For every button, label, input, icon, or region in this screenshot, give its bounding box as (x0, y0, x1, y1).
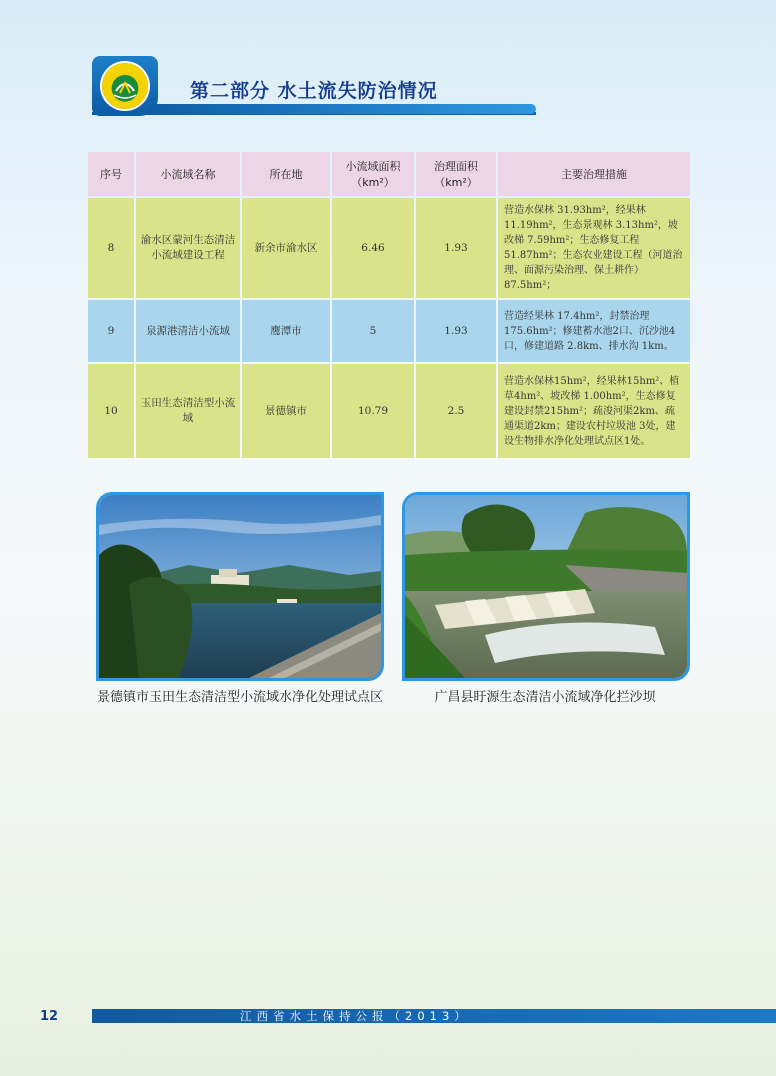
col-header-location: 所在地 (242, 152, 330, 196)
table-header-row (88, 152, 690, 196)
cell-treated: 1.93 (416, 300, 496, 362)
lake-photo (96, 492, 384, 681)
soil-conservation-logo-icon (102, 63, 148, 109)
col-header-treated-label: 治理面积 (434, 160, 478, 173)
page-number: 12 (40, 1009, 59, 1024)
photo-caption: 广昌县盱源生态清洁小流域净化拦沙坝 (434, 690, 656, 705)
table-row (88, 364, 690, 458)
dam-photo (402, 492, 690, 681)
col-header-measures: 主要治理措施 (498, 152, 690, 196)
col-header-area-unit: （km²） (351, 176, 395, 189)
col-header-area (332, 152, 414, 196)
col-header-treated-unit: （km²） (434, 176, 478, 189)
col-header-area-label: 小流域面积 (345, 160, 401, 173)
cell-treated: 2.5 (416, 364, 496, 458)
cell-name: 泉源港清洁小流域 (136, 300, 240, 362)
logo-badge (92, 56, 158, 116)
cell-treated: 1.93 (416, 198, 496, 298)
publication-title: 江西省水土保持公报（2013） (240, 1009, 471, 1023)
section-title: 第二部分 水土流失防治情况 (190, 80, 438, 102)
cell-measures: 营造经果林 17.4hm²，封禁治理 175.6hm²；修建蓄水池2口、沉沙池4口，修建道路 2.8km、排水沟 1km。 (498, 300, 690, 362)
table-row (88, 300, 690, 362)
col-header-no: 序号 (88, 152, 134, 196)
cell-area: 10.79 (332, 364, 414, 458)
cell-area: 6.46 (332, 198, 414, 298)
title-accent-bar (150, 104, 536, 114)
cell-measures: 营造水保林 31.93hm²，经果林 11.19hm²，生态景观林 3.13hm²，坡改梯 7.59hm²；生态修复工程 51.87hm²；生态农业建设工程（河道治理、面源污染治理、保土耕作）87.5hm²； (498, 198, 690, 298)
watershed-measures-table (86, 150, 692, 460)
photo-caption: 景德镇市玉田生态清洁型小流域水净化处理试点区 (96, 690, 383, 705)
cell-location: 新余市渝水区 (242, 198, 330, 298)
table-row (88, 198, 690, 298)
cell-measures: 营造水保林15hm²，经果林15hm²、植草4hm²、坡改梯 1.00hm²，生态修复建设封禁215hm²；疏浚河渠2km、疏通渠道2km；建设农村垃圾池 3处，建设生物排水净化处理试点区1处。 (498, 364, 690, 458)
cell-no: 8 (88, 198, 134, 298)
col-header-name: 小流域名称 (136, 152, 240, 196)
cell-location: 鹰潭市 (242, 300, 330, 362)
cell-name: 渝水区蒙河生态清洁小流域建设工程 (136, 198, 240, 298)
cell-area: 5 (332, 300, 414, 362)
col-header-treated (416, 152, 496, 196)
cell-name: 玉田生态清洁型小流域 (136, 364, 240, 458)
cell-no: 9 (88, 300, 134, 362)
cell-no: 10 (88, 364, 134, 458)
cell-location: 景德镇市 (242, 364, 330, 458)
